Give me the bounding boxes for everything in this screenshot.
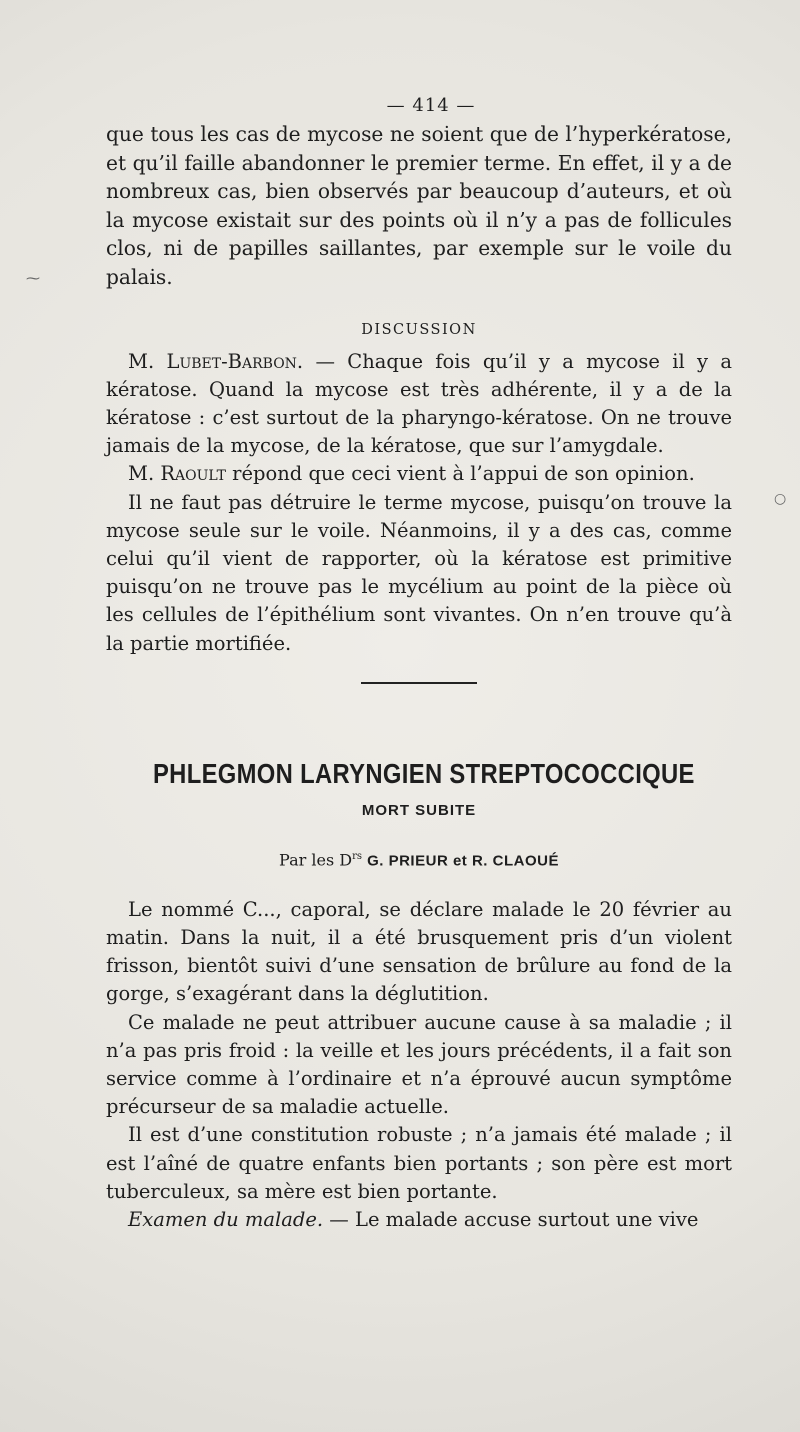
margin-mark-right: ○	[774, 491, 787, 507]
margin-mark-left: ⁓	[26, 271, 40, 287]
section-divider	[361, 682, 477, 684]
discussion-paragraph-1	[106, 348, 732, 461]
discussion-text: répond que ceci vient à l’appui de son opinion.	[225, 462, 695, 486]
page-number: — 414 —	[386, 95, 476, 116]
article-paragraph: Le nommé C..., caporal, se déclare malade le 20 février au matin. Dans la nuit, il a été brusquement pris d’un violent frisson, bientôt suivi d’une sensation de brûlure au fond de la gorge, s’exagérant dans la déglutition.	[106, 897, 732, 1006]
byline-superscript: rs	[352, 850, 362, 862]
discussion-paragraph-2	[106, 460, 732, 488]
article-paragraph: Il est d’une constitution robuste ; n’a jamais été malade ; il est l’aîné de quatre enfants bien portants ; son père est mort tuberculeux, sa mère est bien portante.	[106, 1123, 732, 1203]
intro-section	[106, 120, 732, 292]
intro-paragraph: que tous les cas de mycose ne soient que de l’hyperkératose, et qu’il faille abandonner le premier terme. En effet, il y a de nombreux cas, bien observés par beaucoup d’auteurs, et où la mycose existait sur des points où il n’y a pas de follicules clos, ni de papilles saillantes, par exemple sur le voile du palais.	[106, 122, 732, 289]
article-title: PHLEGMON LARYNGIEN STREPTOCOCCIQUE	[152, 757, 695, 789]
page-content	[106, 92, 732, 1234]
article-subtitle: MORT SUBITE	[361, 801, 477, 819]
speaker-name: M. Raoult	[128, 462, 226, 486]
article-body	[106, 896, 732, 1234]
article-byline	[106, 846, 732, 868]
discussion-text: — Chaque fois qu’il y a mycose il y a kératose. Quand la mycose est très adhérente, il y a de la kératose : c’est surtout de la pharyngo-kératose. On ne trouve jamais de la mycose, de la kératose, que sur l’amygdale.	[106, 349, 732, 458]
byline-authors: G. PRIEUR et R. CLAOUÉ	[367, 852, 559, 870]
discussion-section	[106, 348, 732, 658]
exam-heading: Examen du malade.	[128, 1208, 324, 1232]
byline-prefix: Par les D	[279, 850, 353, 870]
discussion-heading: DISCUSSION	[361, 321, 477, 338]
exam-text: — Le malade accuse surtout une vive	[323, 1208, 699, 1232]
article-paragraph: Ce malade ne peut attribuer aucune cause à sa maladie ; il n’a pas pris froid : la veille et les jours précédents, il a fait son service comme à l’ordinaire et n’a éprouvé aucun symptôme précurseur de sa maladie actuelle.	[106, 1010, 732, 1119]
speaker-name: M. Lubet-Barbon.	[128, 349, 304, 373]
discussion-paragraph-3: Il ne faut pas détruire le terme mycose, puisqu’on trouve la mycose seule sur le voile. Néanmoins, il y a des cas, comme celui qu’il vient de rapporter, où la kératose est primitive puisqu’on ne trouve pas le mycélium au point de la pièce où les cellules de l’épithélium sont vivantes. On n’en trouve qu’à la partie mortifiée.	[106, 490, 732, 655]
article-paragraph-last	[106, 1206, 732, 1234]
